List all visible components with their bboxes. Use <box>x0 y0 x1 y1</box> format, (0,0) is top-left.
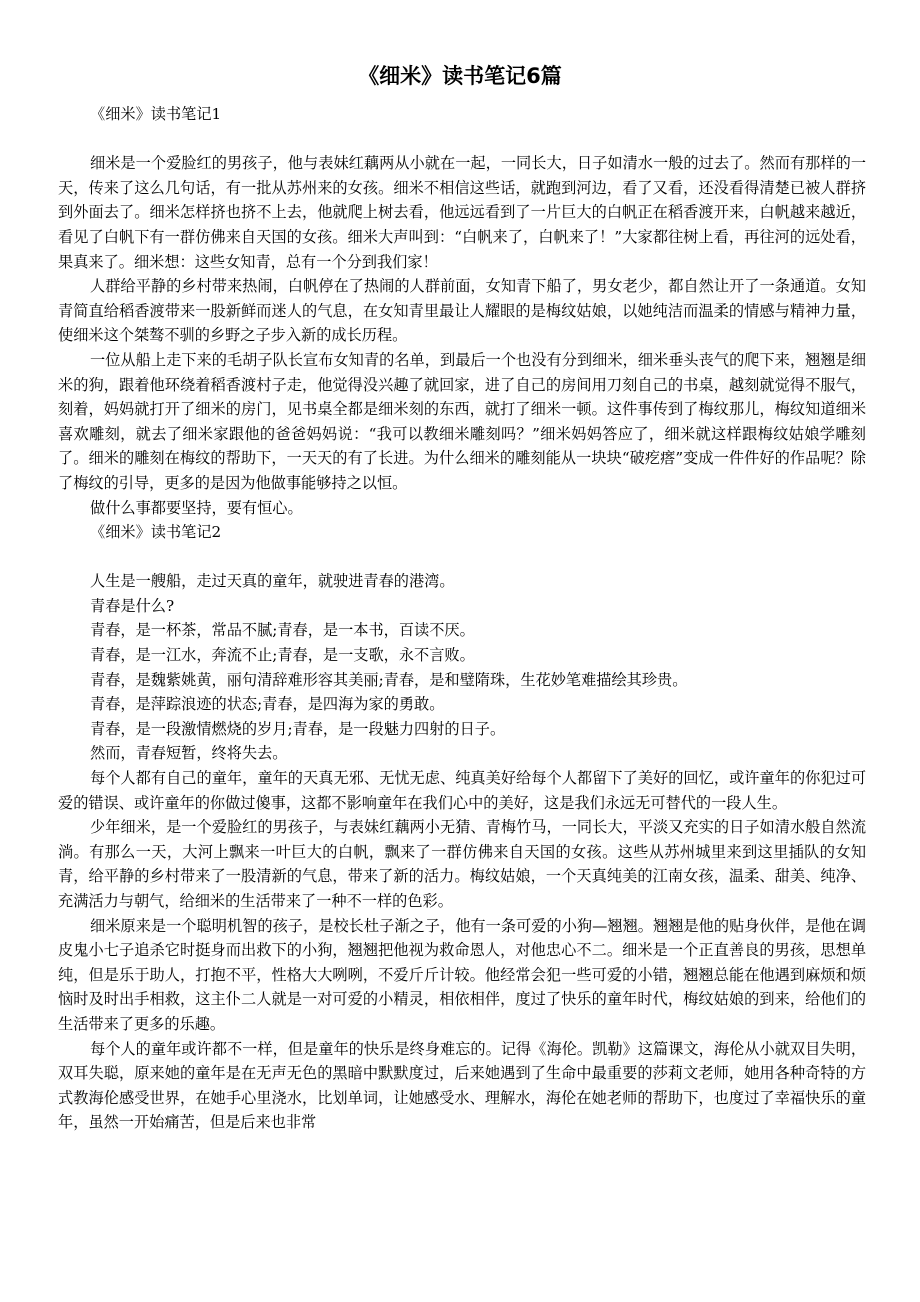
section-heading-1: 《细米》读书笔记1 <box>90 105 222 123</box>
paragraph: 做什么事都要坚持，要有恒心。 <box>90 498 303 517</box>
blank-line <box>58 127 866 152</box>
paragraph: 细米原来是一个聪明机智的孩子，是校长杜子渐之子，他有一条可爱的小狗—翘翘。翘翘是他的贴身伙伴，是他在调皮鬼小七子追杀它时挺身而出救下的小狗，翘翘把他视为救命恩人，对他忠心不二。细米是一个正直善良的男孩，思想单纯，但是乐于助人，打抱不平，性格大大咧咧，不爱斤斤计较。他经常会犯一些可爱的小错，翘翘总能在他遇到麻烦和烦恼时及时出手相救，这主仆二人就是一对可爱的小精灵，相依相伴，度过了快乐的童年时代，梅纹姑娘的到来，给他们的生活带来了更多的乐趣。 <box>58 916 866 1033</box>
paragraph: 一位从船上走下来的毛胡子队长宣布女知青的名单，到最后一个也没有分到细米，细米垂头丧气的爬下来，翘翘是细米的狗，跟着他环绕着稻香渡村子走，他觉得没兴趣了就回家，进了自己的房间用刀刻自己的书桌，越刻就觉得不服气，刻着，妈妈就打开了细米的房门，见书桌全都是细米刻的东西，就打了细米一顿。这件事传到了梅纹那儿，梅纹知道细米喜欢雕刻，就去了细米家跟他的爸爸妈妈说：“我可以教细米雕刻吗？”细米妈妈答应了，细米就这样跟梅纹姑娘学雕刻了。细米的雕刻在梅纹的帮助下，一天天的有了长进。为什么细米的雕刻能从一块块“破疙瘩”变成一件件好的作品呢？除了梅纹的引导，更多的是因为他做事能够持之以恒。 <box>58 350 866 492</box>
document-body <box>58 102 866 1135</box>
paragraph: 每个人的童年或许都不一样，但是童年的快乐是终身难忘的。记得《海伦。凯勒》这篇课文，海伦从小就双目失明，双耳失聪，原来她的童年是在无声无色的黑暗中默默度过，后来她遇到了生命中最重要的莎莉文老师，她用各种奇特的方式教海伦感受世界，在她手心里浇水，比划单词，让她感受水、理解水，海伦在她老师的帮助下，也度过了幸福快乐的童年，虽然一开始痛苦，但是后来也非常 <box>58 1039 866 1132</box>
paragraph: 青春，是一杯茶，常品不腻;青春，是一本书，百读不厌。 <box>90 621 475 640</box>
paragraph: 少年细米，是一个爱脸红的男孩子，与表妹红藕两小无猜、青梅竹马，一同长大，平淡又充实的日子如清水般自然流淌。有那么一天，大河上飘来一叶巨大的白帆，飘来了一群仿佛来自天国的女孩。这些从苏州城里来到这里插队的女知青，给平静的乡村带来了一股清新的气息，带来了新的活力。梅纹姑娘，一个天真纯美的江南女孩，温柔、甜美、纯净、充满活力与朝气，给细米的生活带来了一种不一样的色彩。 <box>58 818 866 910</box>
paragraph: 青春，是一江水，奔流不止;青春，是一支歌，永不言败。 <box>90 646 475 665</box>
paragraph: 然而，青春短暂，终将失去。 <box>90 744 288 763</box>
paragraph: 人生是一艘船，走过天真的童年，就驶进青春的港湾。 <box>90 572 455 591</box>
paragraph: 每个人都有自己的童年，童年的天真无邪、无忧无虑、纯真美好给每个人都留下了美好的回忆，或许童年的你犯过可爱的错误、或许童年的你做过傻事，这都不影响童年在我们心中的美好，这是我们永远无可替代的一段人生。 <box>58 769 866 812</box>
paragraph: 细米是一个爱脸红的男孩子，他与表妹红藕两从小就在一起，一同长大，日子如清水一般的过去了。然而有那样的一天，传来了这么几句话，有一批从苏州来的女孩。细米不相信这些话，就跑到河边，看了又看，还没看得清楚已被人群挤到外面去了。细米怎样挤也挤不上去，他就爬上树去看，他远远看到了一片巨大的白帆正在稻香渡开来，白帆越来越近，看见了白帆下有一群仿佛来自天国的女孩。细米大声叫到：“白帆来了，白帆来了！”大家都往树上看，再往河的远处看，果真来了。细米想：这些女知青，总有一个分到我们家！ <box>58 154 866 271</box>
paragraph: 青春是什么? <box>90 596 175 615</box>
paragraph: 人群给平静的乡村带来热闹，白帆停在了热闹的人群前面，女知青下船了，男女老少，都自然让开了一条通道。女知青简直给稻香渡带来一股新鲜而迷人的气息，在女知青里最让人耀眼的是梅纹姑娘，以她纯洁而温柔的情感与精神力量，使细米这个桀骜不驯的乡野之子步入新的成长历程。 <box>58 277 866 345</box>
paragraph: 青春，是萍踪浪迹的状态;青春，是四海为家的勇敢。 <box>90 695 445 714</box>
paragraph: 青春，是一段激情燃烧的岁月;青春，是一段魅力四射的日子。 <box>90 719 506 738</box>
paragraph: 青春，是魏紫姚黄，丽句清辞难形容其美丽;青春，是和璧隋珠，生花妙笔难描绘其珍贵。 <box>90 670 688 689</box>
document-title: 《细米》读书笔记6篇 <box>358 64 562 88</box>
section-heading-2: 《细米》读书笔记2 <box>90 523 222 542</box>
blank-line <box>58 545 866 570</box>
